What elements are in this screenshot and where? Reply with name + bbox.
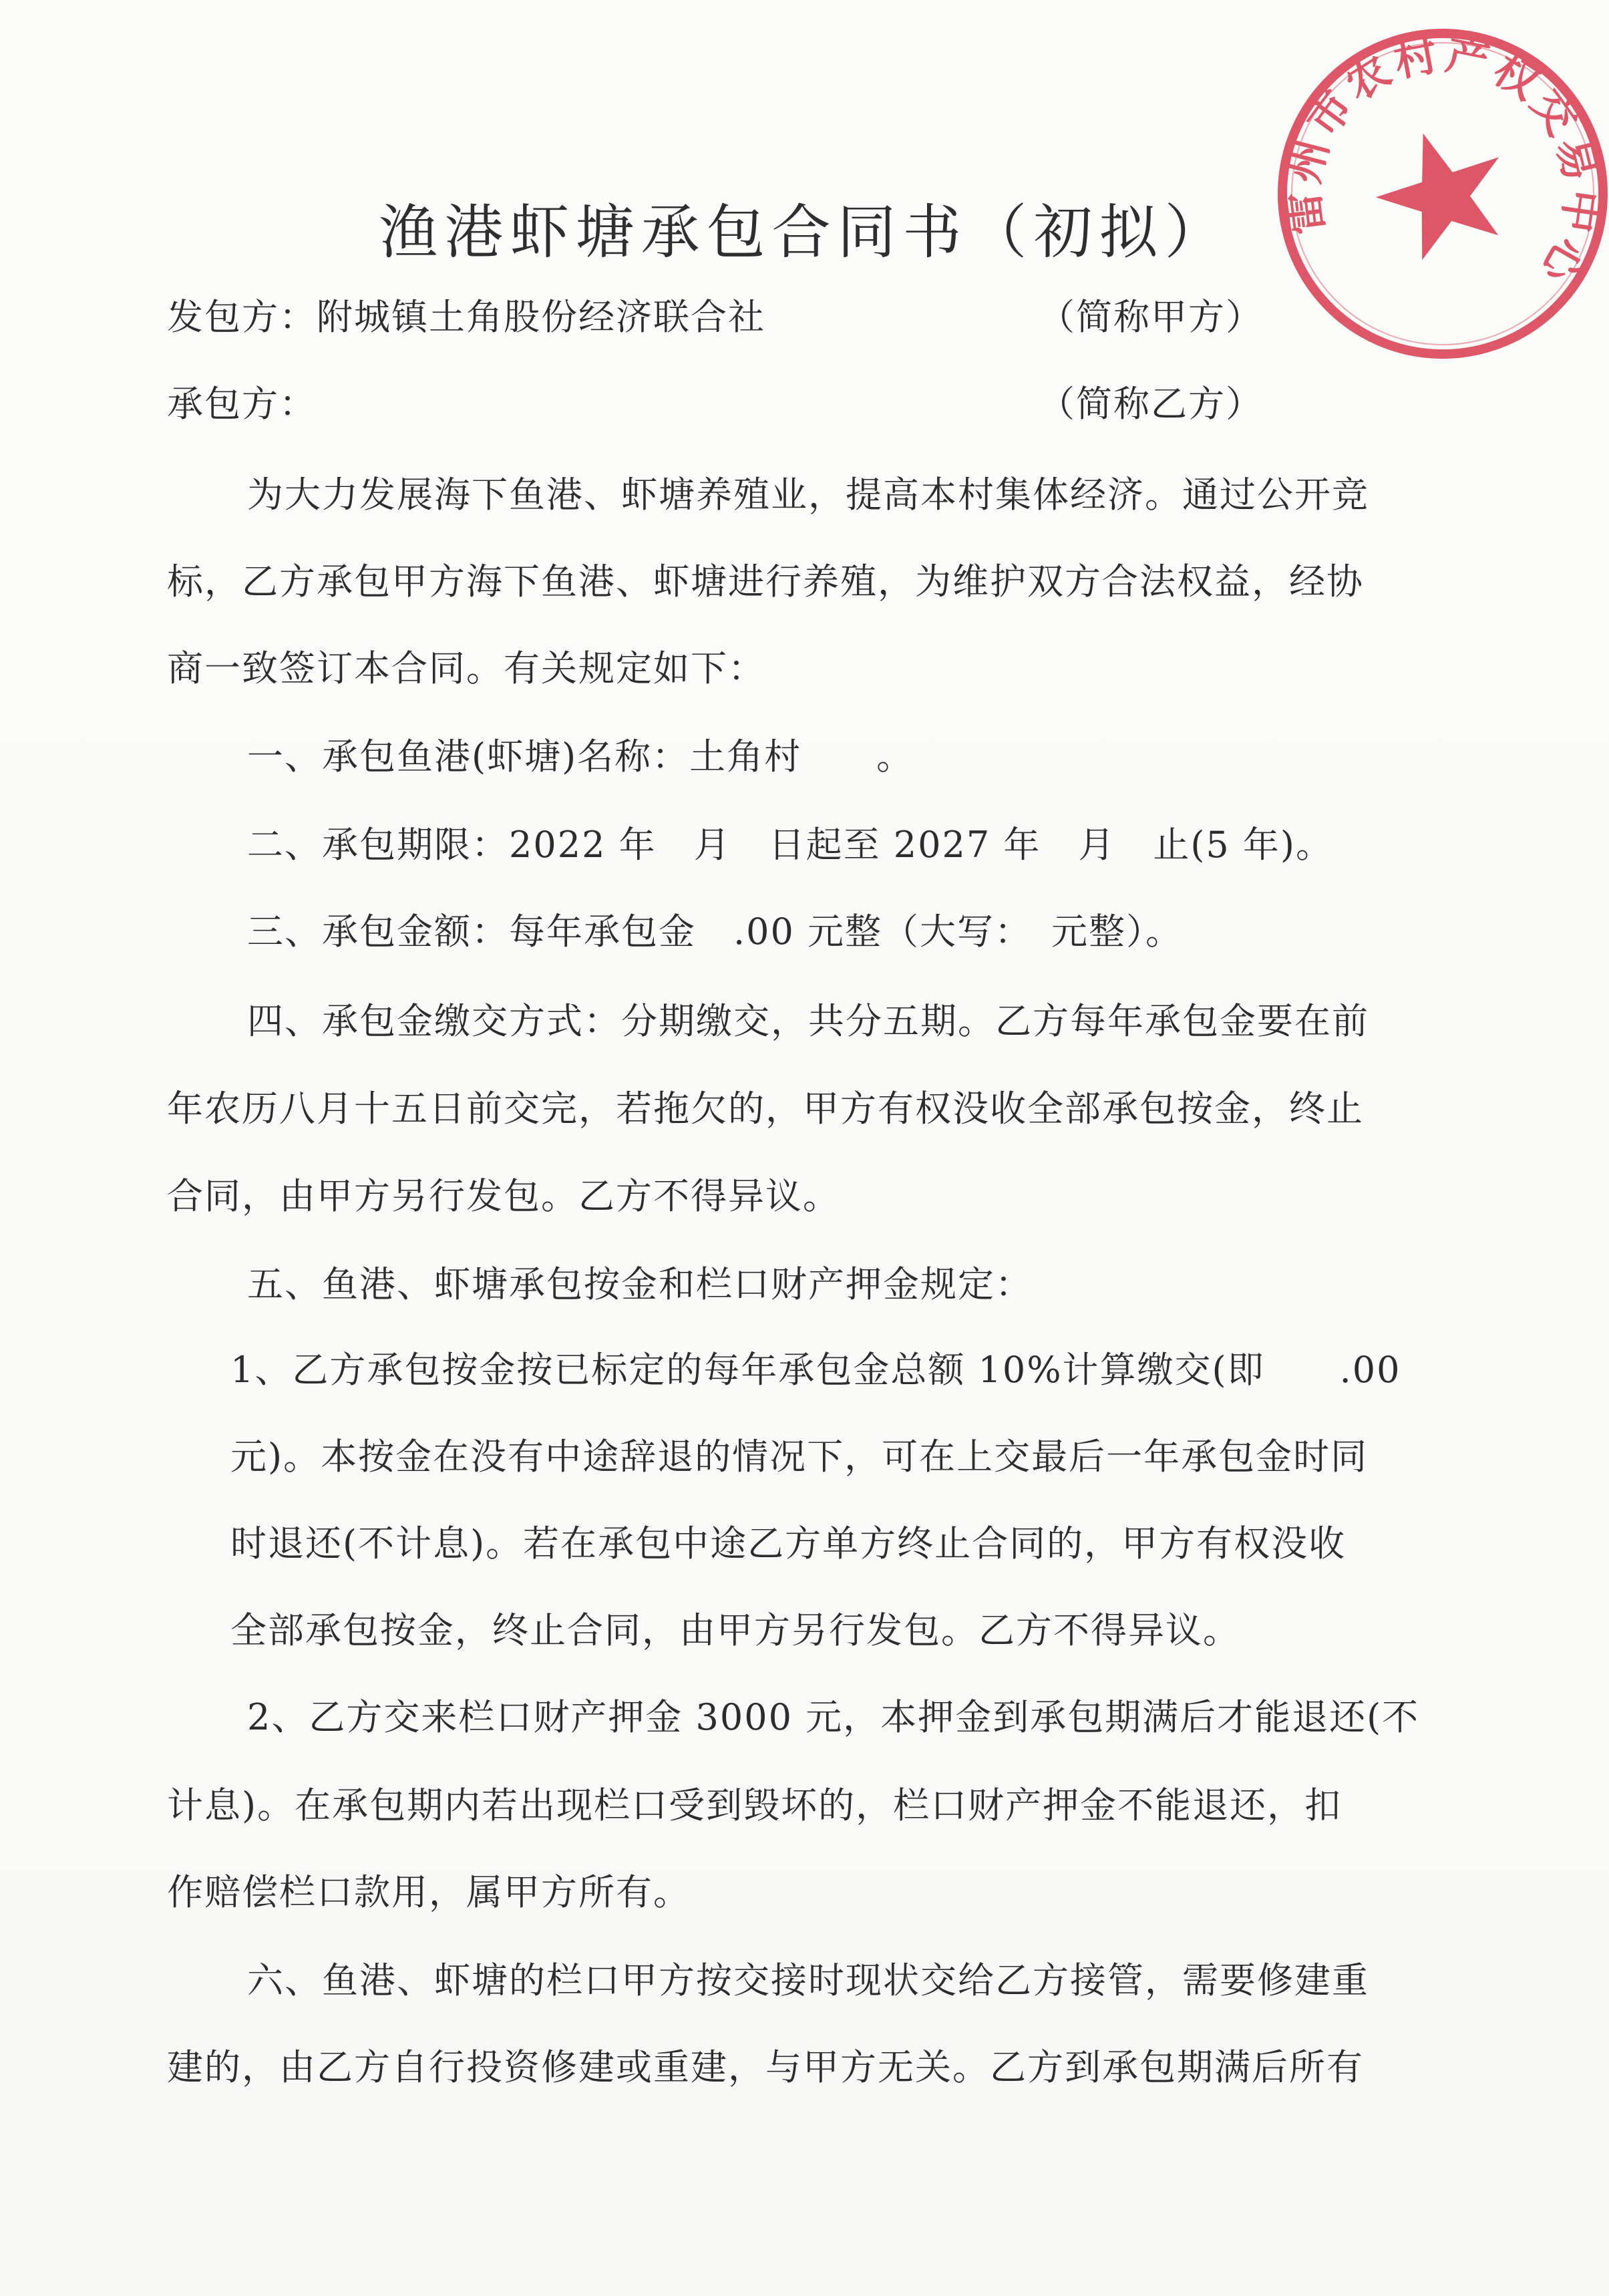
clause-5: 五、鱼港、虾塘承包按金和栏口财产押金规定： bbox=[247, 1263, 1033, 1305]
intro-line: 商一致签订本合同。有关规定如下： bbox=[167, 647, 765, 689]
clause-5-1-line: 时退还(不计息)。若在承包中途乙方单方终止合同的，甲方有权没收 bbox=[230, 1522, 1347, 1565]
clause-6-line: 建的，由乙方自行投资修建或重建，与甲方无关。乙方到承包期满后所有 bbox=[167, 2046, 1364, 2088]
intro-line: 为大力发展海下鱼港、虾塘养殖业，提高本村集体经济。通过公开竞 bbox=[247, 474, 1369, 516]
contractor-label: 承包方： bbox=[167, 383, 317, 425]
clause-6-line: 六、鱼港、虾塘的栏口甲方按交接时现状交给乙方接管，需要修建重 bbox=[247, 1959, 1369, 2001]
clause-5-2-line: 计息)。在承包期内若出现栏口受到毁坏的，栏口财产押金不能退还，扣 bbox=[167, 1784, 1343, 1826]
clause-4-line: 四、承包金缴交方式：分期缴交，共分五期。乙方每年承包金要在前 bbox=[247, 1000, 1369, 1042]
clause-2: 二、承包期限：2022 年 月 日起至 2027 年 月 止(5 年)。 bbox=[247, 824, 1334, 866]
clause-4-line: 合同，由甲方另行发包。乙方不得异议。 bbox=[167, 1175, 840, 1217]
clause-4-line: 年农历八月十五日前交完，若拖欠的，甲方有权没收全部承包按金，终止 bbox=[167, 1088, 1364, 1130]
clause-5-1-line: 1、乙方承包按金按已标定的每年承包金总额 10%计算缴交(即 .00 bbox=[230, 1349, 1401, 1391]
page-title: 渔港虾塘承包合同书（初拟） bbox=[379, 198, 1230, 267]
official-seal bbox=[1269, 20, 1609, 367]
intro-line: 标，乙方承包甲方海下鱼港、虾塘进行养殖，为维护双方合法权益，经协 bbox=[167, 560, 1364, 603]
clause-5-2-line: 作赔偿栏口款用，属甲方所有。 bbox=[167, 1871, 691, 1913]
clause-3: 三、承包金额：每年承包金 .00 元整（大写： 元整）。 bbox=[247, 911, 1184, 953]
clause-5-2-line: 2、乙方交来栏口财产押金 3000 元，本押金到承包期满后才能退还(不 bbox=[247, 1696, 1420, 1738]
seal-text: 雷州市农村产权交易中心 bbox=[1278, 29, 1607, 295]
star-icon bbox=[1361, 114, 1522, 268]
contractor-alias: （简称乙方） bbox=[1039, 383, 1263, 425]
clause-1: 一、承包鱼港(虾塘)名称：土角村 。 bbox=[247, 735, 914, 778]
issuer-alias: （简称甲方） bbox=[1039, 296, 1263, 338]
clause-5-1-line: 元)。本按金在没有中途辞退的情况下，可在上交最后一年承包金时同 bbox=[230, 1436, 1369, 1478]
issuer-label: 发包方：附城镇土角股份经济联合社 bbox=[167, 296, 765, 338]
clause-5-1-line: 全部承包按金，终止合同，由甲方另行发包。乙方不得异议。 bbox=[230, 1609, 1240, 1651]
